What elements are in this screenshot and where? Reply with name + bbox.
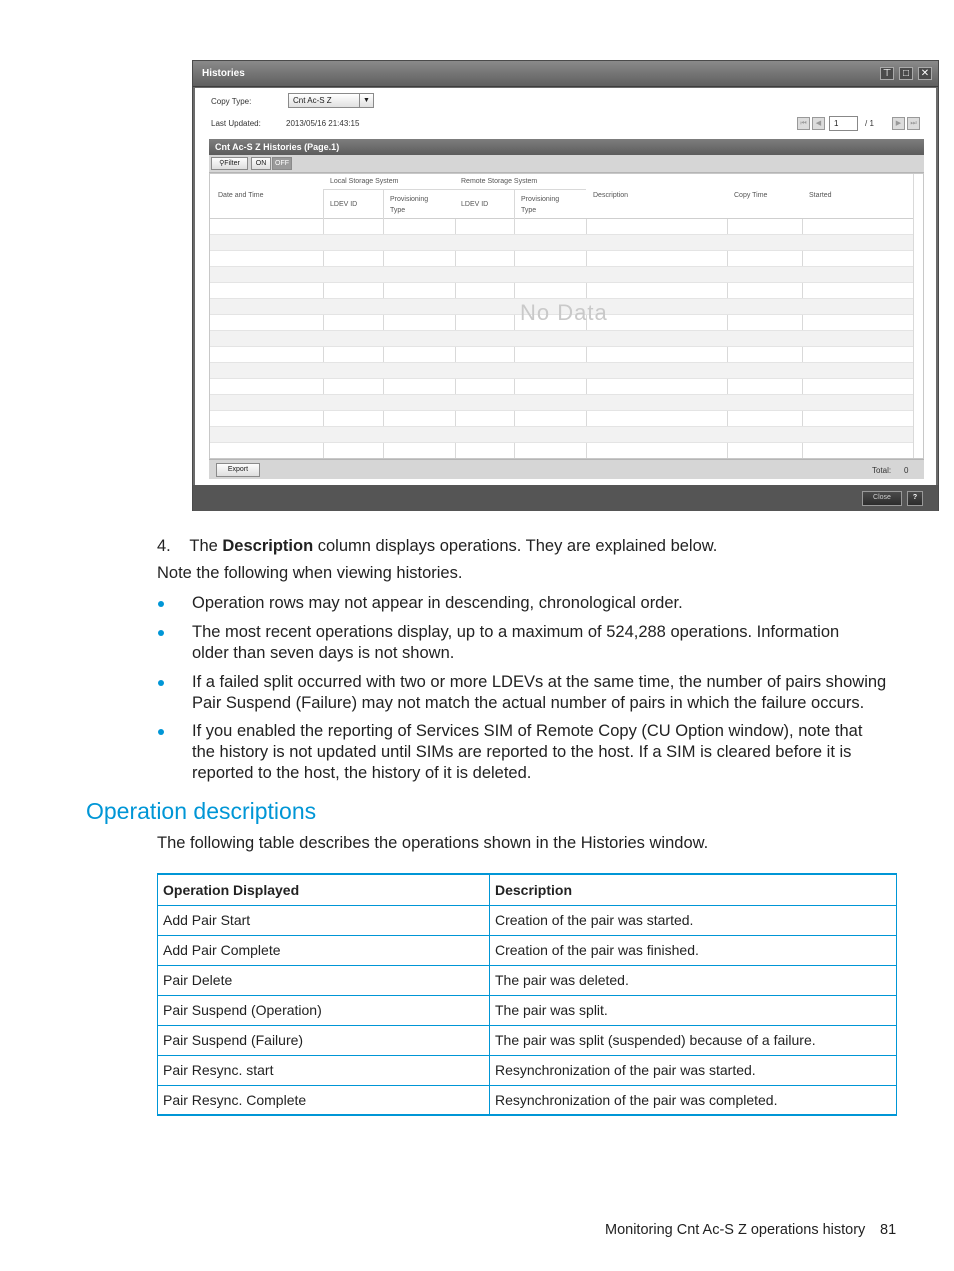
operations-table [157,873,897,1116]
bullet-1-line-1: Operation rows may not appear in descending, chronological order. [192,594,683,612]
operation-cell: Pair Suspend (Failure) [158,1025,490,1055]
table-row [158,1055,897,1085]
description-cell: Resynchronization of the pair was completed. [490,1085,897,1115]
operation-cell: Pair Resync. start [158,1055,490,1085]
next-page-icon[interactable]: ▶ [892,117,905,130]
bullet-dot [158,680,164,686]
window-body [195,88,936,485]
last-updated-label: Last Updated: [211,119,261,128]
description-cell: Resynchronization of the pair was started. [490,1055,897,1085]
col-remote-storage-system: Remote Storage System [461,178,538,185]
description-cell: The pair was split (suspended) because of a failure. [490,1025,897,1055]
step-4 [157,536,717,557]
col-local-provisioning-line1[interactable]: Provisioning [390,196,429,203]
close-window-icon[interactable]: ✕ [918,67,932,80]
footer-text: Monitoring Cnt Ac-S Z operations history [605,1222,866,1238]
filter-on-toggle[interactable]: ON [251,157,271,170]
bullet-3-line-1: If a failed split occurred with two or more LDEVs at the same time, the number of pairs showing [192,673,887,691]
pin-icon[interactable]: ⊤ [880,67,894,80]
table-header-row [158,874,897,905]
col-remote-provisioning-line1[interactable]: Provisioning [521,196,560,203]
step-text-pre: The [189,537,223,555]
histories-window [192,60,939,511]
header-operation: Operation Displayed [158,874,490,905]
export-button[interactable]: Export [216,463,260,477]
table-row [158,935,897,965]
page-number-input[interactable]: 1 [829,116,858,131]
col-copy-time[interactable]: Copy Time [734,192,768,199]
col-started[interactable]: Started [809,192,832,199]
table-row [158,1025,897,1055]
page-total: / 1 [865,119,874,128]
filter-off-toggle[interactable]: OFF [272,157,292,170]
bullet-dot [158,630,164,636]
col-local-ldev-id[interactable]: LDEV ID [330,201,358,208]
table-row [158,995,897,1025]
bullet-2-line-2: older than seven days is not shown. [192,644,455,662]
operation-cell: Pair Resync. Complete [158,1085,490,1115]
col-local-storage-system: Local Storage System [330,178,399,185]
page-number: 81 [880,1222,897,1238]
bullet-dot [158,601,164,607]
bullet-4-line-2: the history is not updated until SIMs are reported to the host. If a SIM is cleared before it is [192,743,852,761]
maximize-icon[interactable]: □ [899,67,913,80]
previous-page-icon[interactable]: ◀ [812,117,825,130]
operation-cell: Pair Delete [158,965,490,995]
copy-type-label: Copy Type: [211,97,252,106]
description-cell: The pair was split. [490,995,897,1025]
help-icon[interactable]: ? [907,491,923,506]
window-title-bar [193,61,938,87]
last-updated-value: 2013/05/16 21:43:15 [286,119,360,128]
step-text-post: column displays operations. They are explained below. [313,537,718,555]
operation-cell: Pair Suspend (Operation) [158,995,490,1025]
window-footer [193,485,938,511]
bullet-dot [158,729,164,735]
header-description: Description [490,874,897,905]
total-label: Total: [872,466,892,475]
col-description[interactable]: Description [593,192,629,199]
col-date-time[interactable]: Date and Time [218,192,264,199]
step-text-bold: Description [222,537,314,555]
grid-title: Cnt Ac-S Z Histories (Page.1) [209,139,924,155]
operation-cell: Add Pair Start [158,905,490,935]
table-row [158,965,897,995]
col-local-provisioning-line2: Type [390,207,406,214]
no-data-message: No Data [520,300,608,325]
note-text: Note the following when viewing histories. [157,564,463,582]
copy-type-select[interactable] [288,93,374,108]
section-heading: Operation descriptions [86,798,317,824]
grid-bottom-bar [209,459,924,479]
col-remote-provisioning-line2: Type [521,207,537,214]
description-cell: Creation of the pair was finished. [490,935,897,965]
last-page-icon[interactable]: ⏭ [907,117,920,130]
bullet-3-line-2: Pair Suspend (Failure) may not match the actual number of pairs in which the failure occurs. [192,694,865,712]
close-button[interactable]: Close [862,491,902,506]
step-number: 4. [157,537,171,555]
description-cell: Creation of the pair was started. [490,905,897,935]
filter-icon: ⚲ [219,160,225,167]
bullet-4-line-1: If you enabled the reporting of Services SIM of Remote Copy (CU Option window), note that [192,722,863,740]
section-intro: The following table describes the operations shown in the Histories window. [157,834,709,852]
window-title: Histories [202,68,245,79]
table-row [158,1085,897,1115]
histories-grid [209,173,924,459]
bullet-4-line-3: reported to the host, the history of it is deleted. [192,764,532,782]
chevron-down-icon: ▼ [359,94,373,107]
filter-button[interactable] [211,157,248,170]
col-remote-ldev-id[interactable]: LDEV ID [461,201,489,208]
copy-type-value: Cnt Ac-S Z [293,96,332,105]
bullet-2-line-1: The most recent operations display, up to a maximum of 524,288 operations. Information [192,623,840,641]
total-value: 0 [904,466,909,475]
filter-bar [209,155,924,173]
first-page-icon[interactable]: ⏮ [797,117,810,130]
filter-button-label: Filter [224,160,240,167]
table-row [158,905,897,935]
operation-cell: Add Pair Complete [158,935,490,965]
description-cell: The pair was deleted. [490,965,897,995]
